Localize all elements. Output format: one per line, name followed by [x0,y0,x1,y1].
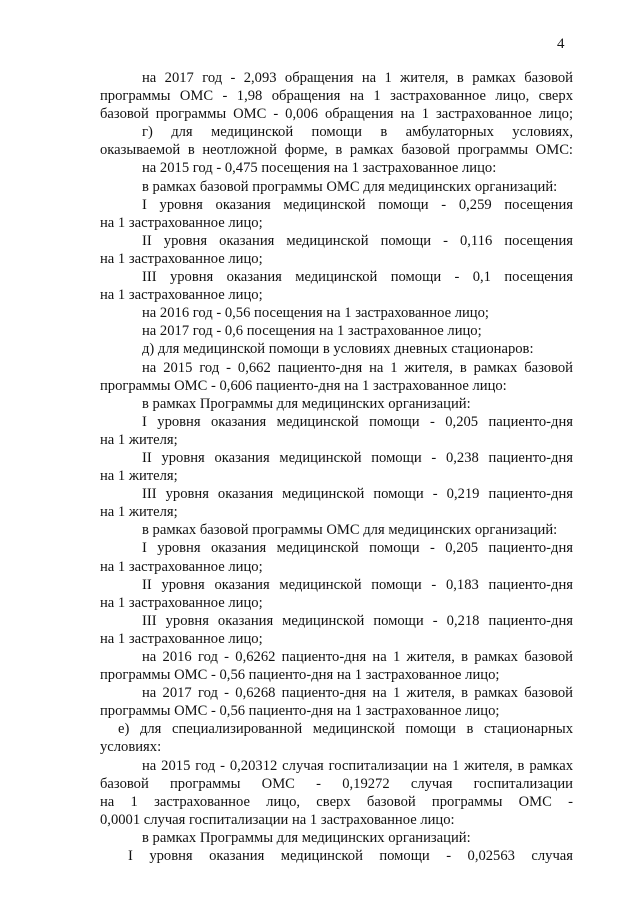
text-line: базовой программы ОМС - 0,006 обращения на 1 застрахованное лицо; [100,106,573,123]
text-line: I уровня оказания медицинской помощи - 0,205 пациенто-дня [142,413,573,430]
text-line: в рамках Программы для медицинских организаций: [142,829,471,846]
text-line: II уровня оказания медицинской помощи - 0,238 пациенто-дня [142,449,573,466]
text-line: на 1 застрахованное лицо; [100,250,263,267]
text-line: базовой программы ОМС - 0,19272 случая госпитализации [100,775,573,792]
text-line: на 2017 год - 0,6 посещения на 1 застрахованное лицо; [142,323,482,340]
text-line: на 1 застрахованное лицо; [100,594,263,611]
text-line: II уровня оказания медицинской помощи - 0,183 пациенто-дня [142,576,573,593]
text-line: в рамках Программы для медицинских организаций: [142,395,471,412]
text-line: на 1 застрахованное лицо; [100,630,263,647]
text-line: на 2017 год - 0,6268 пациенто-дня на 1 жителя, в рамках базовой [142,685,573,702]
text-line: на 2015 год - 0,20312 случая госпитализации на 1 жителя, в рамках [142,757,573,774]
text-line: III уровня оказания медицинской помощи - 0,218 пациенто-дня [142,612,573,629]
page-number: 4 [557,36,565,52]
text-line: I уровня оказания медицинской помощи - 0,02563 случая [128,848,573,865]
text-line: III уровня оказания медицинской помощи - 0,1 посещения [142,269,573,286]
text-line: на 1 застрахованное лицо; [100,214,263,231]
text-line: на 1 жителя; [100,468,178,485]
text-line: программы ОМС - 0,56 пациенто-дня на 1 застрахованное лицо; [100,703,500,720]
text-line: программы ОМС - 0,606 пациенто-дня на 1 застрахованное лицо: [100,377,507,394]
text-line: е) для специализированной медицинской помощи в стационарных [118,721,573,738]
text-line: на 1 жителя; [100,431,178,448]
text-line: на 1 застрахованное лицо; [100,287,263,304]
text-line: на 2017 год - 2,093 обращения на 1 жителя, в рамках базовой [142,70,573,86]
text-line: 0,0001 случая госпитализации на 1 застрахованное лицо: [100,811,455,828]
text-line: д) для медицинской помощи в условиях дневных стационаров: [142,341,534,358]
text-line: условиях: [100,739,162,756]
text-line: I уровня оказания медицинской помощи - 0,205 пациенто-дня [142,540,573,557]
text-line: III уровня оказания медицинской помощи - 0,219 пациенто-дня [142,486,573,503]
text-line: на 1 жителя; [100,504,178,521]
text-line: в рамках базовой программы ОМС для медицинских организаций: [142,522,558,539]
text-line: г) для медицинской помощи в амбулаторных условиях, [142,124,573,141]
document-body [100,69,573,865]
text-line: на 2015 год - 0,475 посещения на 1 застрахованное лицо: [142,160,497,177]
text-line: в рамках базовой программы ОМС для медицинских организаций: [142,178,558,195]
text-line: на 1 застрахованное лицо, сверх базовой программы ОМС - [100,793,573,810]
text-line: на 2016 год - 0,56 посещения на 1 застрахованное лицо; [142,305,489,322]
text-line: оказываемой в неотложной форме, в рамках базовой программы ОМС: [100,142,573,159]
text-line: программы ОМС - 1,98 обращения на 1 застрахованное лицо, сверх [100,88,573,105]
text-line: I уровня оказания медицинской помощи - 0,259 посещения [142,196,573,213]
text-line: на 2016 год - 0,6262 пациенто-дня на 1 жителя, в рамках базовой [142,649,573,665]
text-line: II уровня оказания медицинской помощи - 0,116 посещения [142,232,573,249]
text-line: программы ОМС - 0,56 пациенто-дня на 1 застрахованное лицо; [100,667,500,684]
text-line: на 1 застрахованное лицо; [100,558,263,575]
text-line: на 2015 год - 0,662 пациенто-дня на 1 жителя, в рамках базовой [142,359,573,376]
